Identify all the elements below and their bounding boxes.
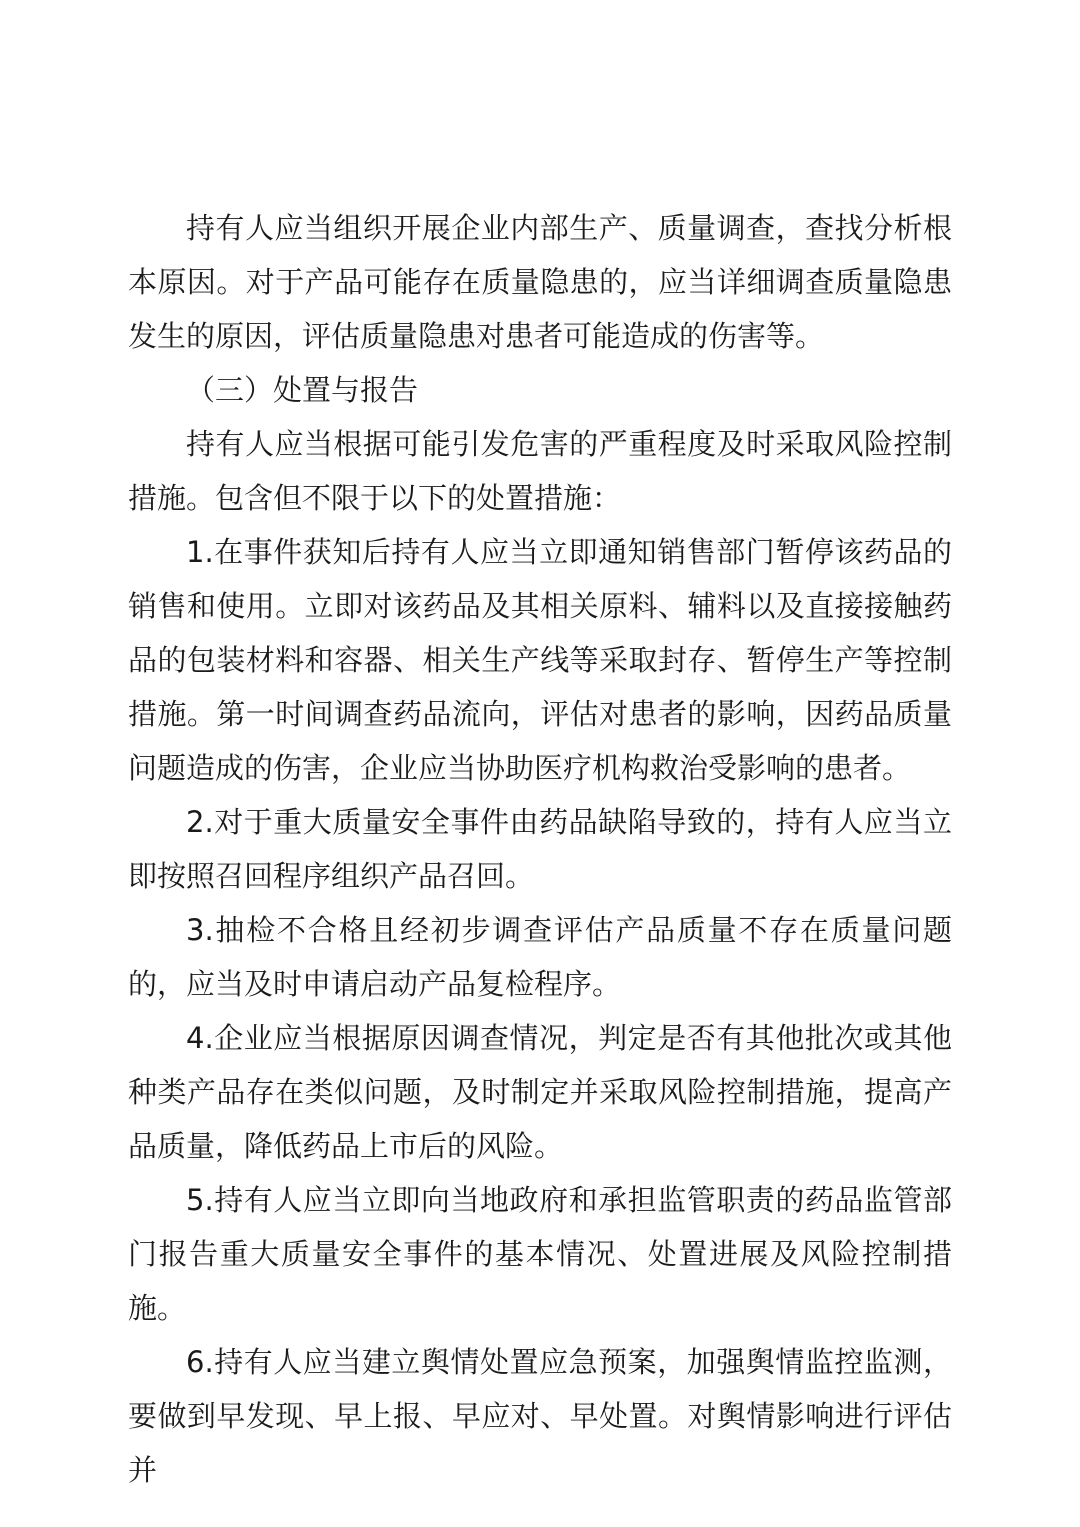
document-body — [128, 201, 952, 1497]
paragraph-risk-control: 持有人应当根据可能引发危害的严重程度及时采取风险控制措施。包含但不限于以下的处置措施： — [128, 427, 952, 515]
list-item-3: 3.抽检不合格且经初步调查评估产品质量不存在质量问题的，应当及时申请启动产品复检程序。 — [128, 913, 952, 1001]
list-item-6: 6.持有人应当建立舆情处置应急预案，加强舆情监控监测，要做到早发现、早上报、早应对、早处置。对舆情影响进行评估并 — [128, 1345, 952, 1487]
list-item-4: 4.企业应当根据原因调查情况，判定是否有其他批次或其他种类产品存在类似问题，及时制定并采取风险控制措施，提高产品质量，降低药品上市后的风险。 — [128, 1021, 952, 1163]
section-heading: （三）处置与报告 — [186, 373, 419, 407]
list-item-1: 1.在事件获知后持有人应当立即通知销售部门暂停该药品的销售和使用。立即对该药品及其相关原料、辅料以及直接接触药品的包装材料和容器、相关生产线等采取封存、暂停生产等控制措施。第一时间调查药品流向，评估对患者的影响，因药品质量问题造成的伤害，企业应当协助医疗机构救治受影响的患者。 — [128, 535, 952, 785]
list-item-2: 2.对于重大质量安全事件由药品缺陷导致的，持有人应当立即按照召回程序组织产品召回。 — [128, 805, 952, 893]
list-item-5: 5.持有人应当立即向当地政府和承担监管职责的药品监管部门报告重大质量安全事件的基本情况、处置进展及风险控制措施。 — [128, 1183, 952, 1325]
paragraph-investigation: 持有人应当组织开展企业内部生产、质量调查，查找分析根本原因。对于产品可能存在质量隐患的，应当详细调查质量隐患发生的原因，评估质量隐患对患者可能造成的伤害等。 — [128, 211, 952, 353]
